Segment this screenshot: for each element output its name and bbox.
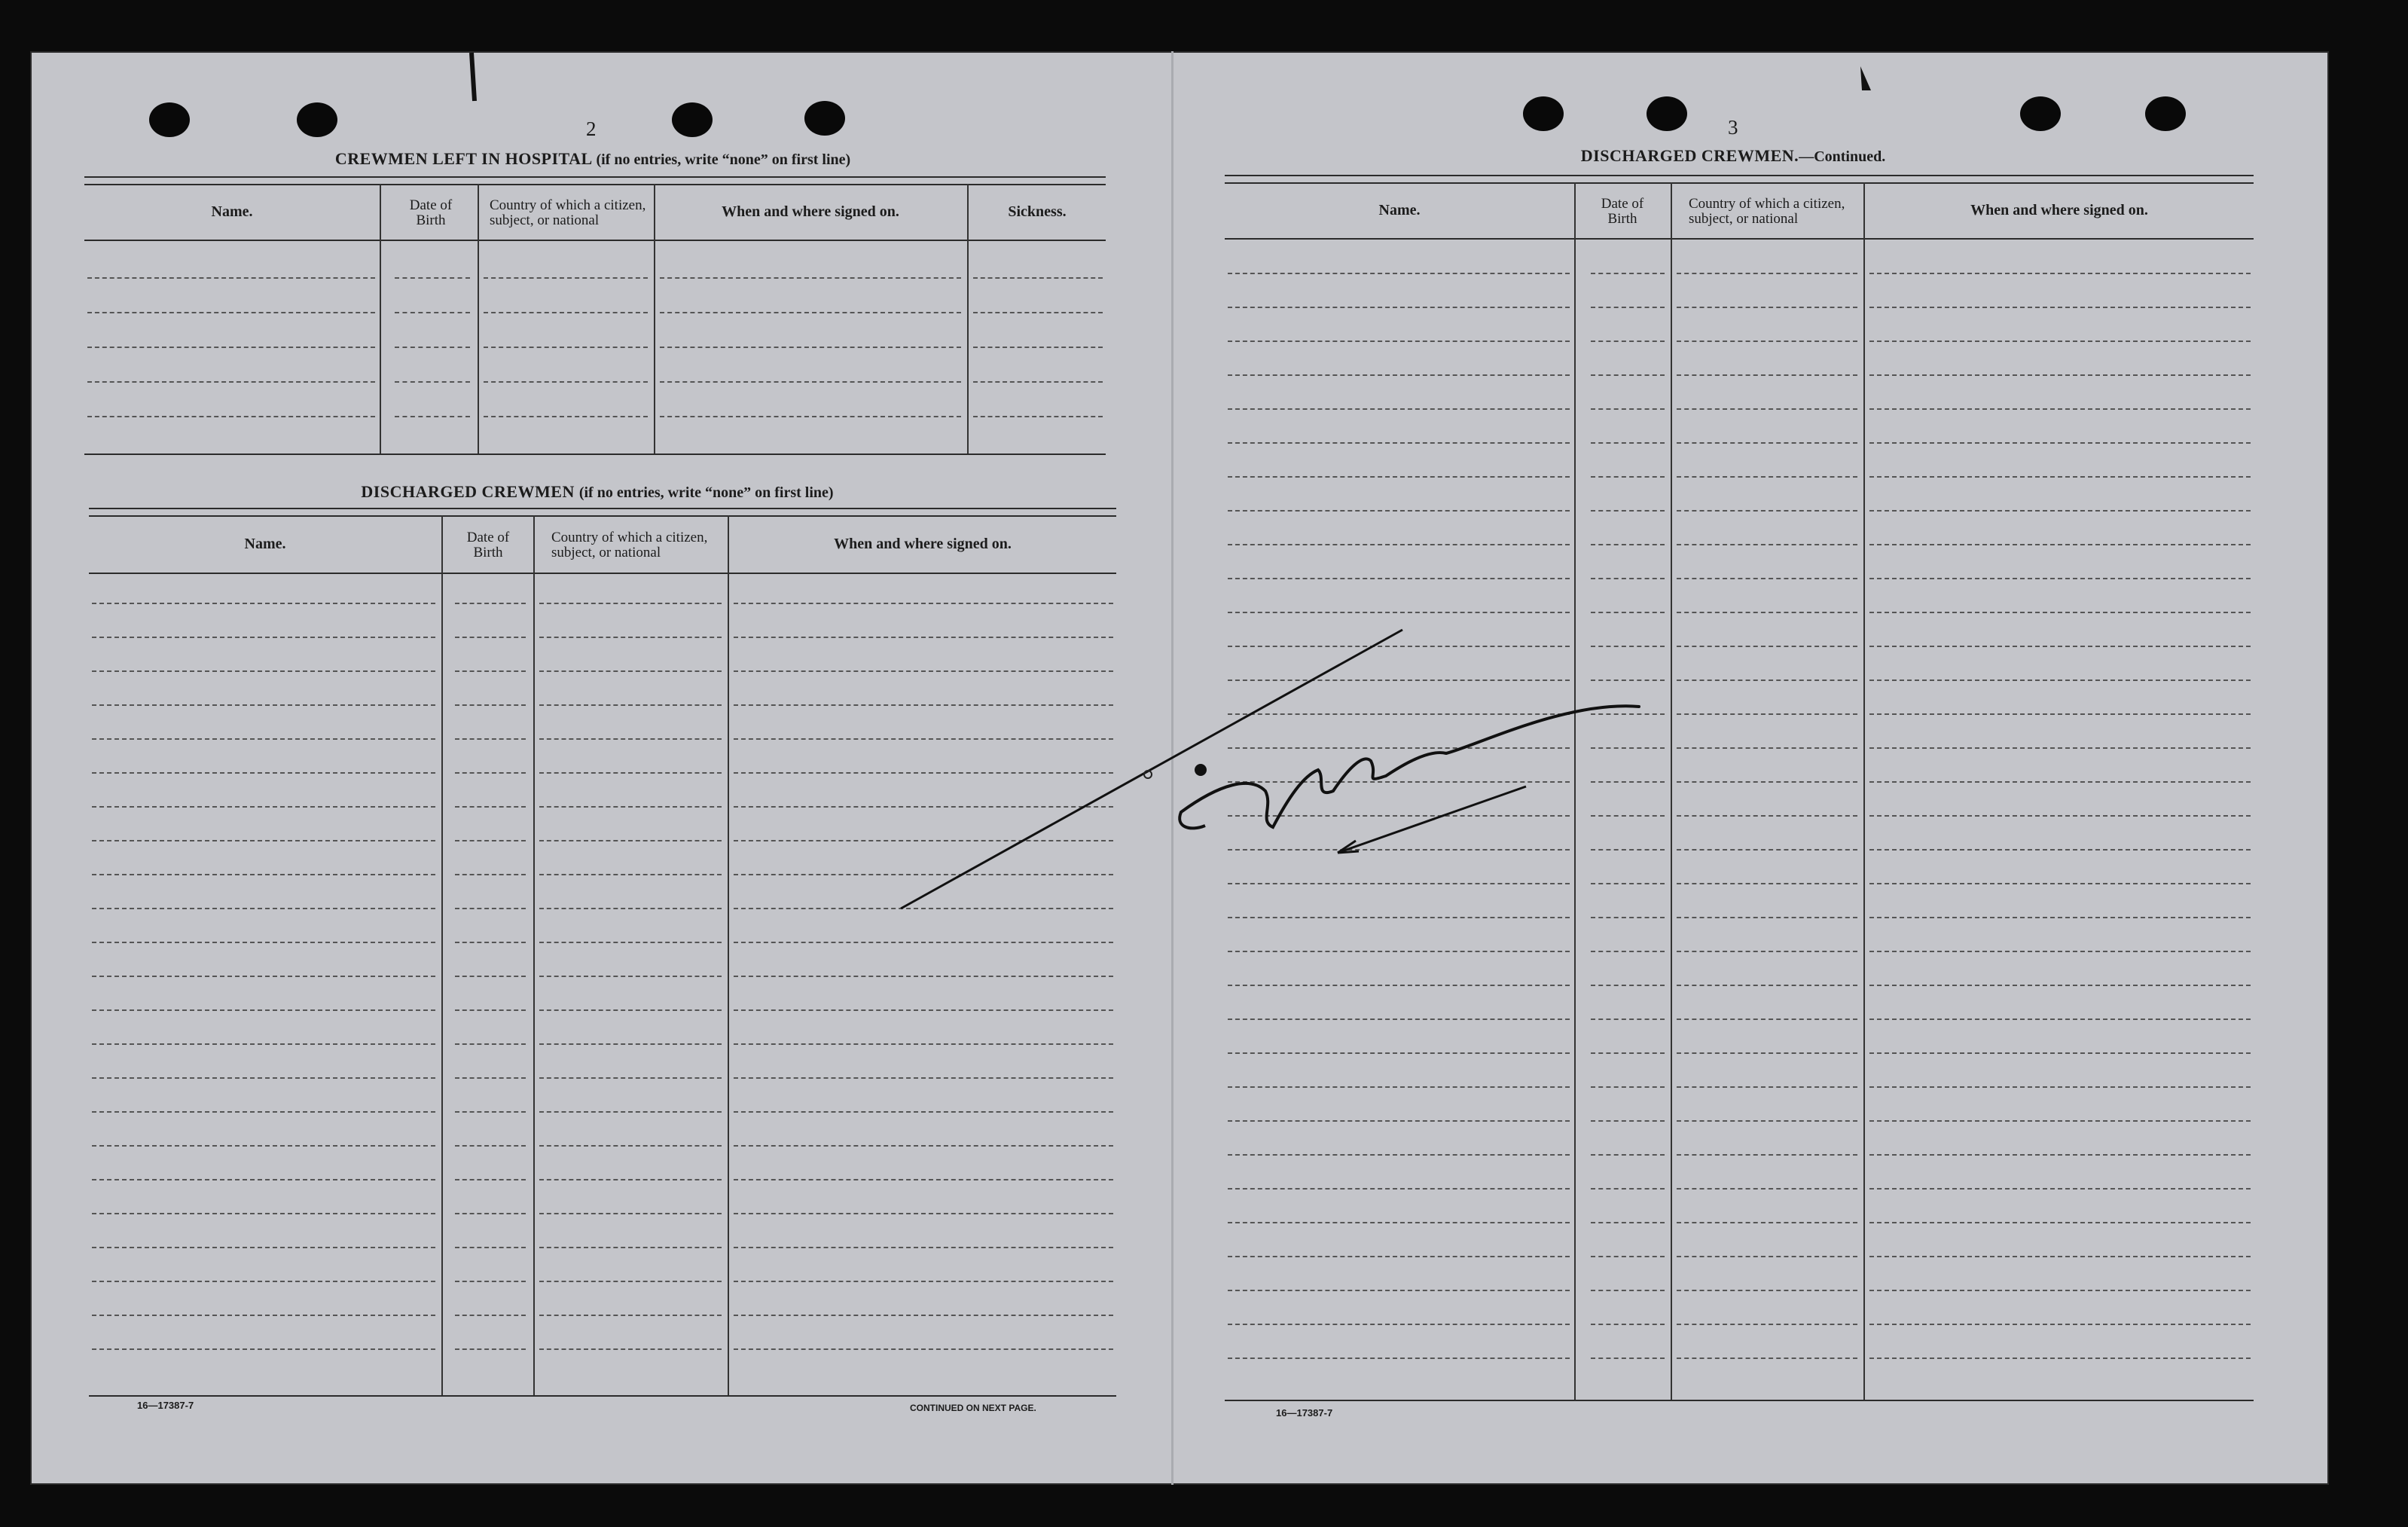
ruled-line (539, 1213, 722, 1214)
ruled-line (539, 1281, 722, 1282)
ruled-line (455, 1077, 526, 1079)
ruled-line (455, 637, 526, 638)
ruled-line (1591, 1290, 1665, 1291)
column-header-when-where-signed-on: When and where signed on. (834, 536, 1012, 552)
ruled-line (1869, 1188, 2251, 1190)
ruled-line (1677, 307, 1857, 308)
ruled-line (455, 1009, 526, 1011)
ruled-line (734, 874, 1113, 875)
form-number: 16—17387-7 (137, 1400, 194, 1411)
ruled-line (1677, 883, 1857, 884)
ruled-line (1677, 1120, 1857, 1122)
ruled-line (1869, 1256, 2251, 1257)
ruled-line (92, 1315, 435, 1316)
ruled-line (87, 312, 375, 313)
ruled-line (539, 806, 722, 808)
ruled-line (455, 670, 526, 672)
form-number: 16—17387-7 (1276, 1407, 1333, 1419)
ruled-line (92, 1077, 435, 1079)
punch-hole (297, 102, 337, 137)
ruled-line (87, 381, 375, 383)
ruled-line (1869, 781, 2251, 783)
ruled-line (1869, 1290, 2251, 1291)
punch-hole (2020, 96, 2061, 131)
ruled-line (455, 1043, 526, 1045)
ruled-line (484, 347, 648, 348)
ruled-line (455, 840, 526, 841)
ruled-line (539, 1348, 722, 1350)
ruled-line (1677, 1052, 1857, 1054)
ruled-line (734, 1111, 1113, 1113)
ruled-line (734, 976, 1113, 977)
ruled-line (1677, 815, 1857, 817)
ruled-line (660, 312, 961, 313)
ruled-line (1869, 646, 2251, 647)
ruled-line (92, 1111, 435, 1113)
ruled-line (660, 347, 961, 348)
ruled-line (1677, 747, 1857, 749)
ruled-line (539, 738, 722, 740)
ruled-line (1869, 1358, 2251, 1359)
ruled-line (734, 772, 1113, 774)
ruled-line (1591, 917, 1665, 918)
ruled-line (455, 1281, 526, 1282)
ruled-line (1228, 747, 1570, 749)
ruled-line (395, 347, 470, 348)
ruled-line (1228, 1256, 1570, 1257)
ruled-line (1591, 713, 1665, 715)
ruled-line (1591, 680, 1665, 681)
ruled-line (1591, 849, 1665, 851)
ruled-line (1869, 1222, 2251, 1223)
ruled-line (1869, 747, 2251, 749)
ruled-line (87, 416, 375, 417)
punch-hole (149, 102, 190, 137)
discharged-subtitle: (if no entries, write “none” on first line) (578, 484, 834, 501)
ruled-line (484, 312, 648, 313)
ruled-line (660, 277, 961, 279)
punch-hole (672, 102, 713, 137)
ruled-line (1869, 510, 2251, 512)
ruled-line (1228, 951, 1570, 952)
punch-hole (1647, 96, 1687, 131)
hospital-title-text: CREWMEN LEFT IN HOSPITAL (334, 149, 592, 168)
ruled-line (395, 381, 470, 383)
hospital-table (84, 176, 1106, 458)
ruled-line (973, 312, 1103, 313)
ruled-line (1591, 1222, 1665, 1223)
ruled-line (1869, 951, 2251, 952)
ruled-line (1677, 849, 1857, 851)
ruled-line (539, 1179, 722, 1180)
ruled-line (734, 738, 1113, 740)
ruled-line (484, 381, 648, 383)
column-header-sickness: Sickness. (1008, 203, 1067, 220)
ruled-line (1677, 1222, 1857, 1223)
ruled-line (1228, 646, 1570, 647)
ruled-line (92, 1179, 435, 1180)
ruled-line (1591, 883, 1665, 884)
continued-section-title (1225, 146, 2242, 166)
page-fold (1171, 51, 1173, 1485)
ruled-line (1228, 544, 1570, 545)
ruled-line (1677, 273, 1857, 274)
discharged-continued-table (1225, 175, 2254, 1404)
ruled-line (1677, 544, 1857, 545)
ruled-line (1228, 612, 1570, 613)
ruled-line (973, 347, 1103, 348)
ruled-line (1869, 374, 2251, 376)
ruled-line (539, 670, 722, 672)
ruled-line (1677, 1086, 1857, 1088)
ruled-line (1591, 510, 1665, 512)
column-header-name: Name. (244, 536, 286, 552)
ruled-line (1869, 713, 2251, 715)
ruled-line (1228, 374, 1570, 376)
ruled-line (1228, 510, 1570, 512)
ruled-line (1228, 849, 1570, 851)
ruled-line (539, 1315, 722, 1316)
ruled-line (92, 1213, 435, 1214)
ruled-line (1869, 544, 2251, 545)
ruled-line (539, 976, 722, 977)
ruled-line (455, 1145, 526, 1147)
ruled-line (1677, 442, 1857, 444)
ruled-line (539, 908, 722, 909)
ruled-line (1869, 408, 2251, 410)
ruled-line (1869, 307, 2251, 308)
ruled-line (734, 1348, 1113, 1350)
ruled-line (1677, 1154, 1857, 1156)
column-header-date-of-birth: Date of Birth (1601, 196, 1644, 227)
ruled-line (734, 806, 1113, 808)
ruled-line (92, 1348, 435, 1350)
ruled-line (1591, 1358, 1665, 1359)
ruled-line (539, 1077, 722, 1079)
column-header-name: Name. (211, 203, 253, 220)
ruled-line (734, 704, 1113, 706)
ruled-line (1869, 341, 2251, 342)
column-header-country: Country of which a citizen, subject, or national (1689, 196, 1845, 227)
ruled-line (1591, 1154, 1665, 1156)
discharged-section-title (89, 482, 1106, 502)
ruled-line (734, 637, 1113, 638)
ruled-line (1228, 1358, 1570, 1359)
punch-hole (2145, 96, 2186, 131)
ruled-line (660, 416, 961, 417)
ruled-line (1677, 646, 1857, 647)
ruled-line (1591, 815, 1665, 817)
ruled-line (92, 840, 435, 841)
ruled-line (1869, 578, 2251, 579)
ruled-line (1677, 476, 1857, 478)
ruled-line (455, 1111, 526, 1113)
ruled-line (734, 603, 1113, 604)
ruled-line (1591, 951, 1665, 952)
page-number: 3 (1728, 116, 1738, 139)
ruled-line (539, 772, 722, 774)
discharged-table (89, 508, 1116, 1400)
ruled-line (1228, 1120, 1570, 1122)
ruled-line (539, 942, 722, 943)
ruled-line (734, 1009, 1113, 1011)
ruled-line (1591, 985, 1665, 986)
ruled-line (455, 1179, 526, 1180)
ruled-line (1677, 1358, 1857, 1359)
ruled-line (539, 1247, 722, 1248)
column-header-date-of-birth: Date of Birth (466, 530, 510, 560)
ruled-line (92, 1145, 435, 1147)
ruled-line (92, 637, 435, 638)
ruled-line (455, 704, 526, 706)
discharged-title-text: DISCHARGED CREWMEN (361, 482, 575, 501)
ruled-line (973, 381, 1103, 383)
column-header-when-where-signed-on: When and where signed on. (722, 203, 899, 220)
ruled-line (455, 976, 526, 977)
ruled-line (539, 874, 722, 875)
ruled-line (1228, 273, 1570, 274)
ruled-line (539, 1043, 722, 1045)
ruled-line (92, 772, 435, 774)
ruled-line (1228, 408, 1570, 410)
ruled-line (1591, 476, 1665, 478)
ruled-line (1677, 510, 1857, 512)
ruled-line (1869, 476, 2251, 478)
ruled-line (1677, 680, 1857, 681)
ruled-line (734, 1281, 1113, 1282)
ruled-line (1869, 1120, 2251, 1122)
ruled-line (1869, 273, 2251, 274)
ruled-line (1869, 917, 2251, 918)
ruled-line (1591, 578, 1665, 579)
ruled-line (734, 1179, 1113, 1180)
ruled-line (92, 1247, 435, 1248)
ruled-line (1591, 544, 1665, 545)
ruled-line (1228, 680, 1570, 681)
ruled-line (1228, 1188, 1570, 1190)
ruled-line (1228, 985, 1570, 986)
ruled-line (455, 1247, 526, 1248)
ruled-line (1591, 408, 1665, 410)
ruled-line (1869, 1052, 2251, 1054)
ruled-line (1869, 985, 2251, 986)
ruled-line (1228, 1052, 1570, 1054)
ruled-line (734, 1247, 1113, 1248)
ruled-line (1591, 307, 1665, 308)
ruled-line (1591, 1019, 1665, 1020)
continued-note: CONTINUED ON NEXT PAGE. (910, 1403, 1036, 1413)
ruled-line (455, 1315, 526, 1316)
column-header-country: Country of which a citizen, subject, or national (490, 197, 646, 228)
ruled-line (1591, 442, 1665, 444)
ruled-line (1677, 1324, 1857, 1325)
ruled-line (1228, 781, 1570, 783)
ruled-line (539, 1111, 722, 1113)
ruled-line (455, 738, 526, 740)
ruled-line (734, 1043, 1113, 1045)
ruled-line (1228, 883, 1570, 884)
ruled-line (87, 277, 375, 279)
ruled-line (734, 942, 1113, 943)
ruled-line (1228, 1086, 1570, 1088)
ruled-line (92, 670, 435, 672)
ruled-line (1591, 1052, 1665, 1054)
ruled-line (92, 908, 435, 909)
ruled-line (1677, 781, 1857, 783)
ruled-line (973, 416, 1103, 417)
ruled-line (1228, 1154, 1570, 1156)
ruled-line (1591, 747, 1665, 749)
column-header-date-of-birth: Date of Birth (409, 197, 453, 228)
ruled-line (395, 312, 470, 313)
ruled-line (1591, 612, 1665, 613)
hospital-subtitle: (if no entries, write “none” on first line) (596, 151, 851, 168)
ruled-line (1228, 1019, 1570, 1020)
ruled-line (539, 1145, 722, 1147)
ruled-line (734, 1145, 1113, 1147)
continued-title-text: DISCHARGED CREWMEN. (1580, 146, 1799, 165)
ruled-line (484, 277, 648, 279)
ruled-line (92, 806, 435, 808)
ruled-line (1677, 578, 1857, 579)
ruled-line (92, 1009, 435, 1011)
ruled-line (1677, 917, 1857, 918)
ruled-line (1869, 442, 2251, 444)
ruled-line (1677, 985, 1857, 986)
ruled-line (92, 1281, 435, 1282)
ruled-line (1591, 1256, 1665, 1257)
ruled-line (660, 381, 961, 383)
ruled-line (92, 942, 435, 943)
ruled-line (87, 347, 375, 348)
ruled-line (92, 603, 435, 604)
ruled-line (1869, 883, 2251, 884)
ruled-line (1228, 341, 1570, 342)
ruled-line (1677, 1019, 1857, 1020)
ruled-line (1228, 442, 1570, 444)
ruled-line (1228, 713, 1570, 715)
ruled-line (1869, 1086, 2251, 1088)
ruled-line (92, 704, 435, 706)
ruled-line (734, 908, 1113, 909)
ruled-line (1591, 273, 1665, 274)
ruled-line (1677, 713, 1857, 715)
ruled-line (92, 874, 435, 875)
ruled-line (1228, 307, 1570, 308)
ruled-line (539, 603, 722, 604)
ruled-line (1591, 1188, 1665, 1190)
column-header-country: Country of which a citizen, subject, or national (551, 530, 708, 560)
ruled-line (455, 1348, 526, 1350)
ruled-line (973, 277, 1103, 279)
ruled-line (734, 1213, 1113, 1214)
ruled-line (1591, 781, 1665, 783)
ruled-line (1869, 1154, 2251, 1156)
ruled-line (734, 1315, 1113, 1316)
ruled-line (1677, 408, 1857, 410)
ruled-line (1869, 680, 2251, 681)
ruled-line (1677, 374, 1857, 376)
ruled-line (1228, 476, 1570, 478)
ruled-line (539, 704, 722, 706)
ruled-line (1869, 1324, 2251, 1325)
column-header-name: Name. (1378, 202, 1421, 218)
ruled-line (1591, 1086, 1665, 1088)
ruled-line (1591, 646, 1665, 647)
ruled-line (539, 1009, 722, 1011)
continued-title-suffix: —Continued. (1799, 148, 1886, 165)
ruled-line (1591, 341, 1665, 342)
ruled-line (455, 874, 526, 875)
ruled-line (1228, 917, 1570, 918)
ruled-line (1228, 578, 1570, 579)
hospital-section-title (84, 149, 1101, 169)
ruled-line (92, 976, 435, 977)
ruled-line (539, 840, 722, 841)
punch-hole (1523, 96, 1564, 131)
ruled-line (1591, 374, 1665, 376)
page-number: 2 (586, 118, 597, 140)
ruled-line (455, 1213, 526, 1214)
ruled-line (539, 637, 722, 638)
ruled-line (395, 277, 470, 279)
ruled-line (734, 840, 1113, 841)
ruled-line (1677, 612, 1857, 613)
ruled-line (395, 416, 470, 417)
ruled-line (455, 603, 526, 604)
ruled-line (455, 806, 526, 808)
ruled-line (734, 670, 1113, 672)
ruled-line (455, 908, 526, 909)
ruled-line (484, 416, 648, 417)
punch-hole (804, 101, 845, 136)
ruled-line (1677, 1256, 1857, 1257)
ruled-line (1677, 341, 1857, 342)
ruled-line (1228, 1324, 1570, 1325)
column-header-when-where-signed-on: When and where signed on. (1970, 202, 2148, 218)
ruled-line (1869, 849, 2251, 851)
ruled-line (92, 738, 435, 740)
ruled-line (455, 942, 526, 943)
ruled-line (1228, 1290, 1570, 1291)
ruled-line (1677, 951, 1857, 952)
ruled-line (1591, 1324, 1665, 1325)
ruled-line (1869, 1019, 2251, 1020)
ruled-line (1228, 815, 1570, 817)
ruled-line (1869, 612, 2251, 613)
ruled-line (1228, 1222, 1570, 1223)
ruled-line (1677, 1188, 1857, 1190)
ruled-line (455, 772, 526, 774)
ruled-line (1591, 1120, 1665, 1122)
ruled-line (1869, 815, 2251, 817)
ruled-line (92, 1043, 435, 1045)
ruled-line (734, 1077, 1113, 1079)
ruled-line (1677, 1290, 1857, 1291)
